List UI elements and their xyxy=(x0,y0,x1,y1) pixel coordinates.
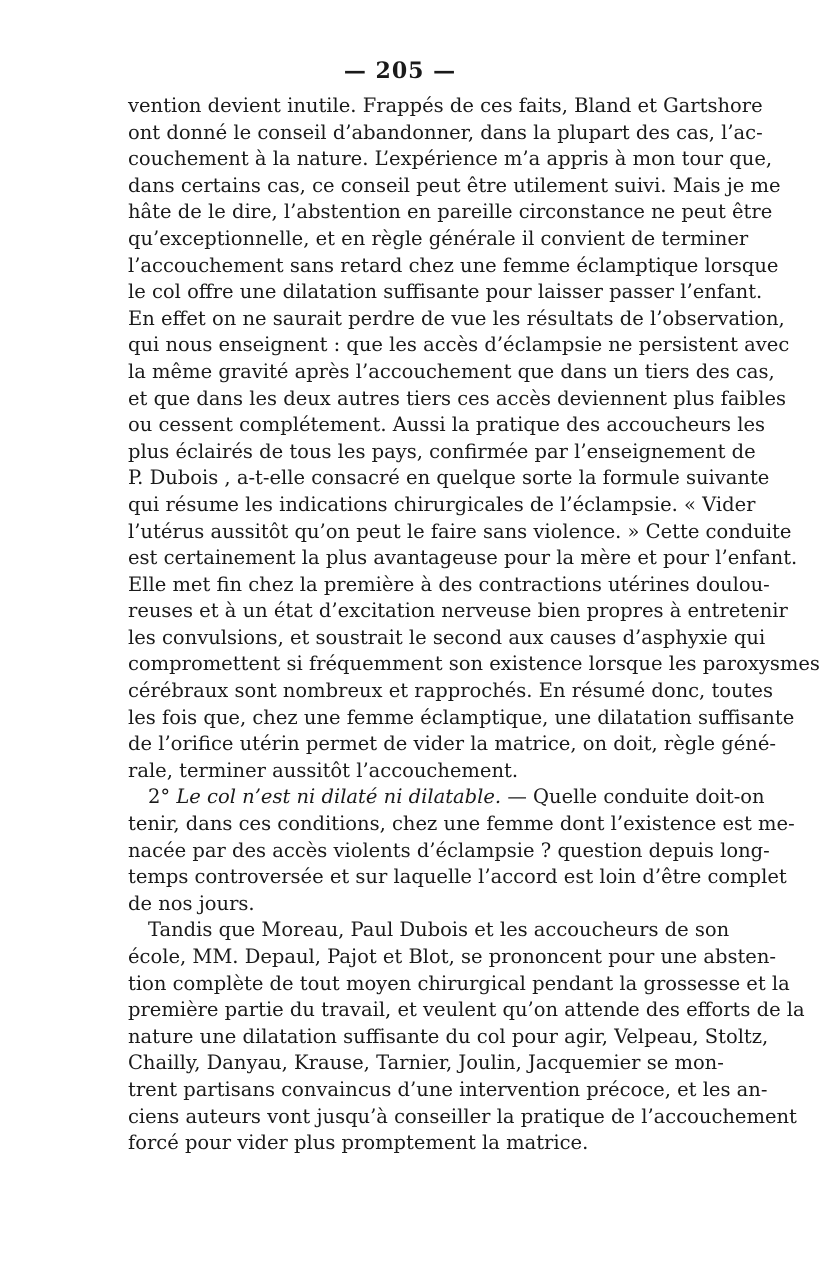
text-line: ou cessent complétement. Aussi la pratique des accoucheurs les xyxy=(128,413,766,437)
text-line: le col offre une dilatation suffisante pour laisser passer l’enfant. xyxy=(128,280,763,304)
heading-italic: Le col n’est ni dilaté ni dilatable. xyxy=(176,785,502,809)
text-line: première partie du travail, et veulent qu’on attende des efforts de la xyxy=(128,998,805,1022)
paragraph-1 xyxy=(128,93,820,784)
body-text xyxy=(128,93,820,1157)
text-line: ont donné le conseil d’abandonner, dans la plupart des cas, l’ac- xyxy=(128,120,763,144)
text-line: plus éclairés de tous les pays, confirmée par l’enseignement de xyxy=(128,439,756,463)
paragraph-2 xyxy=(128,784,795,917)
text-line: vention devient inutile. Frappés de ces faits, Bland et Gartshore xyxy=(128,94,763,117)
text-line: reuses et à un état d’excitation nerveuse bien propres à entretenir xyxy=(128,599,788,623)
text-line: de nos jours. xyxy=(128,891,255,915)
heading-rest: — Quelle conduite doit-on xyxy=(501,785,765,809)
text-line: cérébraux sont nombreux et rapprochés. En résumé donc, toutes xyxy=(128,679,773,703)
text-line: ciens auteurs vont jusqu’à conseiller la pratique de l’accouchement xyxy=(128,1104,797,1128)
text-line: qui résume les indications chirurgicales de l’éclampsie. « Vider xyxy=(128,492,756,516)
text-line: la même gravité après l’accouchement que dans un tiers des cas, xyxy=(128,359,775,383)
text-line: les convulsions, et soustrait le second aux causes d’asphyxie qui xyxy=(128,625,766,649)
text-line: P. Dubois , a-t-elle consacré en quelque sorte la formule suivante xyxy=(128,466,770,490)
text-line: et que dans les deux autres tiers ces accès deviennent plus faibles xyxy=(128,386,786,410)
text-line: l’utérus aussitôt qu’on peut le faire sans violence. » Cette conduite xyxy=(128,519,792,543)
text-line: Elle met fin chez la première à des contractions utérines doulou- xyxy=(128,572,770,596)
section-heading-line xyxy=(128,784,765,811)
text-line: qui nous enseignent : que les accès d’éclampsie ne persistent avec xyxy=(128,333,790,357)
text-line: de l’orifice utérin permet de vider la matrice, on doit, règle géné- xyxy=(128,732,776,756)
paragraph-3 xyxy=(128,917,805,1156)
text-line: Chailly, Danyau, Krause, Tarnier, Joulin, Jacquemier se mon- xyxy=(128,1051,724,1075)
text-line: temps controversée et sur laquelle l’accord est loin d’être complet xyxy=(128,865,787,889)
text-line: hâte de le dire, l’abstention en pareille circonstance ne peut être xyxy=(128,200,773,224)
text-line: tenir, dans ces conditions, chez une femme dont l’existence est me- xyxy=(128,812,795,836)
text-line: école, MM. Depaul, Pajot et Blot, se prononcent pour une absten- xyxy=(128,945,776,968)
text-line: les fois que, chez une femme éclamptique, une dilatation suffisante xyxy=(128,705,795,729)
text-line: Tandis que Moreau, Paul Dubois et les accoucheurs de son xyxy=(148,918,730,942)
page-number: — 205 — xyxy=(343,58,457,84)
text-line: est certainement la plus avantageuse pour la mère et pour l’enfant. xyxy=(128,546,798,570)
text-line: trent partisans convaincus d’une intervention précoce, et les an- xyxy=(128,1077,768,1101)
heading-number: 2° xyxy=(148,785,177,809)
text-line: dans certains cas, ce conseil peut être utilement suivi. Mais je me xyxy=(128,173,781,197)
text-line: compromettent si fréquemment son existence lorsque les paroxysmes xyxy=(128,652,820,676)
text-line: nacée par des accès violents d’éclampsie ? question depuis long- xyxy=(128,838,770,862)
text-line: rale, terminer aussitôt l’accouchement. xyxy=(128,758,519,782)
text-line: l’accouchement sans retard chez une femme éclamptique lorsque xyxy=(128,253,779,277)
text-line: forcé pour vider plus promptement la matrice. xyxy=(128,1131,589,1155)
text-line: nature une dilatation suffisante du col pour agir, Velpeau, Stoltz, xyxy=(128,1024,769,1048)
text-line: En effet on ne saurait perdre de vue les résultats de l’observation, xyxy=(128,306,785,330)
text-line: tion complète de tout moyen chirurgical pendant la grossesse et la xyxy=(128,971,790,995)
text-line: qu’exceptionnelle, et en règle générale il convient de terminer xyxy=(128,226,749,250)
text-line: couchement à la nature. L’expérience m’a appris à mon tour que, xyxy=(128,147,773,171)
